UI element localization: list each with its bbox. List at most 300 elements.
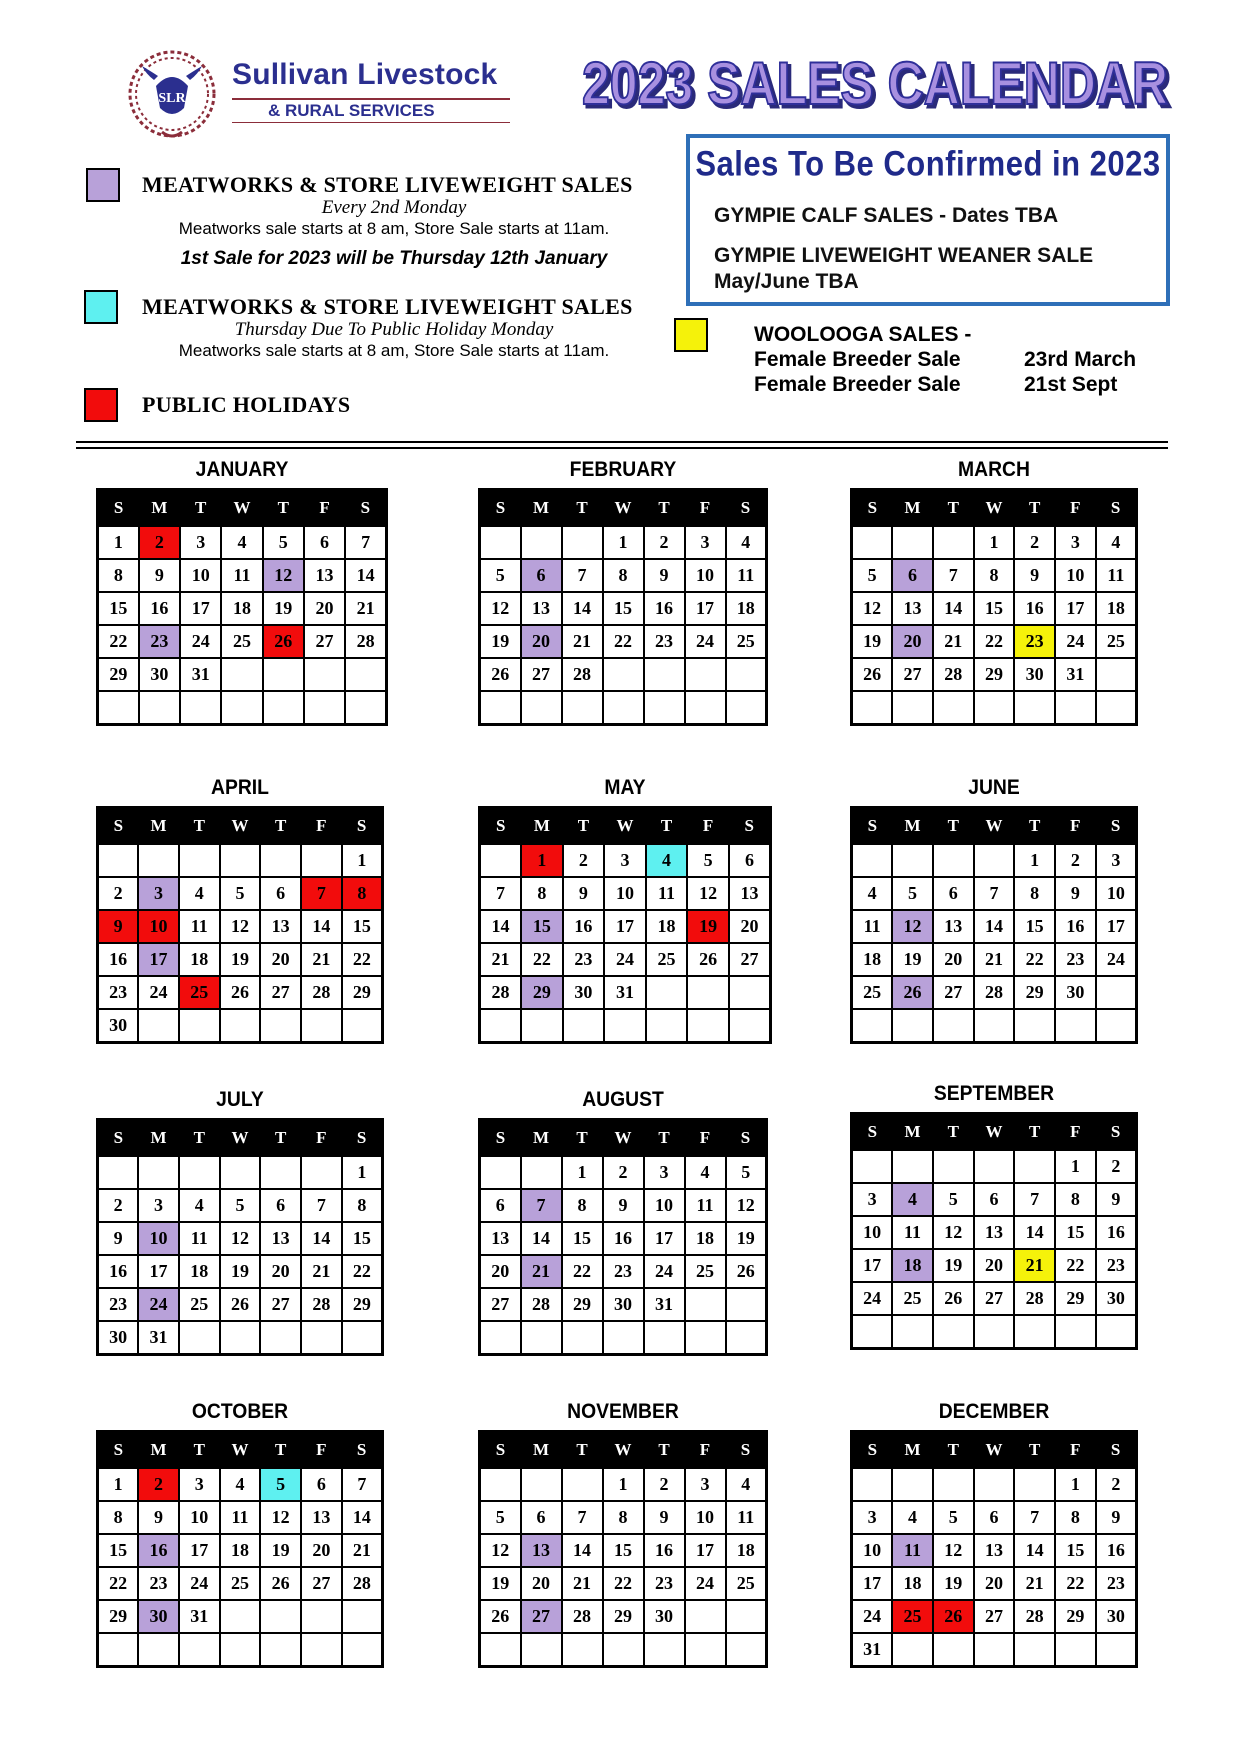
day-cell: 3 — [852, 1183, 893, 1216]
day-cell: 11 — [892, 1534, 933, 1567]
legend-liveweight-subtitle: Every 2nd Monday — [321, 197, 467, 218]
day-cell: 15 — [98, 1534, 139, 1567]
day-cell: 7 — [562, 559, 603, 592]
empty-cell — [852, 1009, 893, 1043]
weekday-header: F — [301, 1120, 342, 1157]
month-table — [850, 488, 1138, 726]
logo-initials: SLR — [158, 91, 186, 106]
company-subtitle: & RURAL SERVICES — [268, 101, 435, 120]
day-cell: 19 — [480, 625, 521, 658]
day-cell: 30 — [98, 1321, 139, 1355]
day-cell: 6 — [974, 1501, 1015, 1534]
empty-cell — [1014, 1633, 1055, 1667]
weekday-header: M — [521, 808, 563, 845]
empty-cell — [220, 1321, 261, 1355]
day-cell: 14 — [345, 559, 386, 592]
weekday-header: T — [563, 808, 605, 845]
empty-cell — [933, 1633, 974, 1667]
weekday-header: T — [1014, 1114, 1055, 1151]
weekday-header: M — [892, 490, 933, 527]
day-cell: 23 — [563, 943, 605, 976]
empty-cell — [1014, 691, 1055, 725]
day-cell: 24 — [180, 625, 221, 658]
day-cell: 25 — [726, 1567, 767, 1600]
empty-cell — [892, 1009, 933, 1043]
day-cell: 1 — [342, 1156, 383, 1189]
day-cell: 2 — [563, 844, 605, 877]
day-cell: 31 — [180, 658, 221, 691]
day-cell: 23 — [1096, 1567, 1137, 1600]
empty-cell — [1014, 1150, 1055, 1183]
day-cell: 21 — [521, 1255, 562, 1288]
day-cell: 3 — [685, 1468, 726, 1501]
day-cell: 11 — [179, 910, 220, 943]
empty-cell — [521, 1156, 562, 1189]
day-cell: 22 — [98, 1567, 139, 1600]
day-cell: 16 — [1096, 1216, 1137, 1249]
month-name: DECEMBER — [938, 1400, 1050, 1423]
day-cell: 22 — [603, 1567, 644, 1600]
weekday-header: T — [260, 1120, 301, 1157]
day-cell: 4 — [852, 877, 893, 910]
month-table — [850, 806, 1138, 1044]
day-cell: 30 — [1055, 976, 1096, 1009]
day-cell: 20 — [301, 1534, 342, 1567]
day-cell: 13 — [974, 1216, 1015, 1249]
day-cell: 2 — [603, 1156, 644, 1189]
confirm-line-calf: GYMPIE CALF SALES - Dates TBA — [714, 204, 1059, 227]
day-cell: 12 — [892, 910, 933, 943]
day-cell: 7 — [933, 559, 974, 592]
day-cell: 13 — [521, 1534, 562, 1567]
day-cell: 6 — [301, 1468, 342, 1501]
empty-cell — [1096, 1009, 1137, 1043]
empty-cell — [603, 1633, 644, 1667]
day-cell: 10 — [644, 1189, 685, 1222]
weekday-header: M — [521, 490, 562, 527]
day-cell: 21 — [1014, 1249, 1055, 1282]
empty-cell — [603, 1321, 644, 1355]
day-cell: 23 — [98, 1288, 139, 1321]
empty-cell — [974, 1633, 1015, 1667]
empty-cell — [480, 1009, 522, 1043]
day-cell: 10 — [138, 910, 179, 943]
day-cell: 10 — [604, 877, 646, 910]
empty-cell — [221, 658, 262, 691]
month-name: JANUARY — [195, 458, 289, 481]
weekday-header: S — [1096, 1432, 1137, 1469]
empty-cell — [563, 1009, 605, 1043]
weekday-header: F — [685, 1432, 726, 1469]
weekday-header: M — [139, 490, 180, 527]
day-cell: 25 — [179, 1288, 220, 1321]
empty-cell — [1096, 658, 1137, 691]
day-cell: 13 — [260, 1222, 301, 1255]
empty-cell — [1055, 1633, 1096, 1667]
day-cell: 6 — [521, 559, 562, 592]
day-cell: 13 — [480, 1222, 521, 1255]
day-cell: 4 — [892, 1501, 933, 1534]
day-cell: 27 — [974, 1282, 1015, 1315]
day-cell: 3 — [644, 1156, 685, 1189]
day-cell: 24 — [138, 1288, 179, 1321]
weekday-header: S — [852, 808, 893, 845]
empty-cell — [480, 691, 521, 725]
empty-cell — [852, 691, 893, 725]
day-cell: 29 — [603, 1600, 644, 1633]
empty-cell — [179, 1633, 220, 1667]
month-table — [478, 1118, 768, 1356]
page-title — [578, 40, 1178, 120]
weekday-header: M — [892, 808, 933, 845]
weekday-header: W — [220, 1120, 261, 1157]
weekday-header: M — [892, 1432, 933, 1469]
day-cell: 5 — [687, 844, 729, 877]
weekday-header: F — [1055, 1114, 1096, 1151]
day-cell: 29 — [521, 976, 563, 1009]
empty-cell — [933, 1009, 974, 1043]
empty-cell — [98, 844, 139, 877]
weekday-header: T — [179, 1120, 220, 1157]
empty-cell — [562, 526, 603, 559]
day-cell: 7 — [301, 877, 342, 910]
day-cell: 19 — [892, 943, 933, 976]
day-cell: 2 — [644, 1468, 685, 1501]
empty-cell — [521, 1633, 562, 1667]
day-cell: 9 — [139, 559, 180, 592]
empty-cell — [892, 526, 933, 559]
empty-cell — [892, 1150, 933, 1183]
company-name: Sullivan Livestock — [232, 58, 498, 91]
day-cell: 10 — [852, 1216, 893, 1249]
day-cell: 24 — [685, 1567, 726, 1600]
day-cell: 13 — [933, 910, 974, 943]
empty-cell — [180, 691, 221, 725]
day-cell: 16 — [139, 592, 180, 625]
day-cell: 24 — [138, 976, 179, 1009]
weekday-header: M — [138, 1120, 179, 1157]
month-table — [96, 806, 384, 1044]
day-cell: 27 — [933, 976, 974, 1009]
empty-cell — [221, 691, 262, 725]
day-cell: 5 — [480, 1501, 521, 1534]
day-cell: 20 — [933, 943, 974, 976]
weekday-header: W — [974, 808, 1015, 845]
day-cell: 3 — [1055, 526, 1096, 559]
day-cell: 29 — [342, 1288, 383, 1321]
day-cell: 25 — [179, 976, 220, 1009]
day-cell: 14 — [974, 910, 1015, 943]
day-cell: 22 — [342, 943, 383, 976]
month-name: AUGUST — [582, 1088, 664, 1111]
day-cell: 21 — [342, 1534, 383, 1567]
day-cell: 3 — [685, 526, 726, 559]
day-cell: 8 — [603, 1501, 644, 1534]
day-cell: 23 — [644, 625, 685, 658]
empty-cell — [138, 1633, 179, 1667]
empty-cell — [685, 1633, 726, 1667]
day-cell: 15 — [603, 1534, 644, 1567]
weekday-header: S — [726, 1432, 767, 1469]
day-cell: 18 — [852, 943, 893, 976]
empty-cell — [974, 1315, 1015, 1349]
day-cell: 29 — [98, 658, 139, 691]
day-cell: 12 — [480, 1534, 521, 1567]
empty-cell — [260, 1600, 301, 1633]
day-cell: 29 — [562, 1288, 603, 1321]
day-cell: 18 — [220, 1534, 261, 1567]
day-cell: 24 — [644, 1255, 685, 1288]
weekday-header: W — [220, 808, 261, 845]
day-cell: 23 — [603, 1255, 644, 1288]
day-cell: 29 — [342, 976, 383, 1009]
empty-cell — [562, 1468, 603, 1501]
day-cell: 27 — [974, 1600, 1015, 1633]
empty-cell — [263, 691, 304, 725]
day-cell: 12 — [852, 592, 893, 625]
empty-cell — [179, 844, 220, 877]
day-cell: 9 — [1096, 1501, 1137, 1534]
weekday-header: S — [852, 490, 893, 527]
day-cell: 6 — [521, 1501, 562, 1534]
day-cell: 19 — [687, 910, 729, 943]
weekday-header: W — [221, 490, 262, 527]
day-cell: 26 — [726, 1255, 767, 1288]
day-cell: 18 — [685, 1222, 726, 1255]
day-cell: 26 — [480, 658, 521, 691]
day-cell: 23 — [1055, 943, 1096, 976]
day-cell: 9 — [603, 1189, 644, 1222]
day-cell: 2 — [1014, 526, 1055, 559]
day-cell: 12 — [933, 1216, 974, 1249]
day-cell: 11 — [852, 910, 893, 943]
day-cell: 14 — [480, 910, 522, 943]
month-name: MAY — [604, 776, 646, 799]
day-cell: 26 — [852, 658, 893, 691]
month-table — [478, 806, 772, 1044]
day-cell: 24 — [852, 1282, 893, 1315]
day-cell: 28 — [480, 976, 522, 1009]
day-cell: 16 — [98, 943, 139, 976]
day-cell: 20 — [892, 625, 933, 658]
day-cell: 21 — [974, 943, 1015, 976]
day-cell: 4 — [646, 844, 688, 877]
day-cell: 18 — [179, 943, 220, 976]
confirm-title: Sales To Be Confirmed in 2023 — [695, 143, 1161, 184]
day-cell: 14 — [562, 1534, 603, 1567]
day-cell: 13 — [301, 1501, 342, 1534]
woolooga-sale-label: Female Breeder Sale — [754, 373, 961, 396]
empty-cell — [220, 1009, 261, 1043]
weekday-header: M — [138, 808, 179, 845]
empty-cell — [852, 526, 893, 559]
day-cell: 27 — [480, 1288, 521, 1321]
empty-cell — [98, 691, 139, 725]
day-cell: 1 — [98, 1468, 139, 1501]
day-cell: 12 — [220, 1222, 261, 1255]
day-cell: 28 — [301, 1288, 342, 1321]
day-cell: 11 — [646, 877, 688, 910]
empty-cell — [562, 1633, 603, 1667]
day-cell: 6 — [304, 526, 345, 559]
weekday-header: T — [646, 808, 688, 845]
day-cell: 12 — [687, 877, 729, 910]
day-cell: 22 — [603, 625, 644, 658]
day-cell: 12 — [933, 1534, 974, 1567]
day-cell: 8 — [1014, 877, 1055, 910]
day-cell: 17 — [179, 1534, 220, 1567]
day-cell: 16 — [138, 1534, 179, 1567]
legend-swatch-holidays — [84, 388, 118, 422]
day-cell: 11 — [1096, 559, 1137, 592]
empty-cell — [974, 844, 1015, 877]
day-cell: 2 — [138, 1468, 179, 1501]
empty-cell — [480, 1468, 521, 1501]
day-cell: 4 — [221, 526, 262, 559]
day-cell: 28 — [933, 658, 974, 691]
empty-cell — [603, 691, 644, 725]
empty-cell — [685, 691, 726, 725]
empty-cell — [260, 1633, 301, 1667]
day-cell: 1 — [603, 1468, 644, 1501]
day-cell: 4 — [892, 1183, 933, 1216]
empty-cell — [646, 1009, 688, 1043]
day-cell: 24 — [1096, 943, 1137, 976]
day-cell: 10 — [138, 1222, 179, 1255]
weekday-header: S — [1096, 808, 1137, 845]
day-cell: 31 — [138, 1321, 179, 1355]
weekday-header: F — [301, 1432, 342, 1469]
weekday-header: T — [179, 808, 220, 845]
day-cell: 31 — [604, 976, 646, 1009]
day-cell: 11 — [685, 1189, 726, 1222]
svg-text:2023 SALES CALENDAR: 2023 SALES CALENDAR — [585, 53, 1171, 120]
day-cell: 31 — [852, 1633, 893, 1667]
day-cell: 8 — [342, 1189, 383, 1222]
day-cell: 2 — [644, 526, 685, 559]
empty-cell — [1055, 1009, 1096, 1043]
empty-cell — [726, 1288, 767, 1321]
weekday-header: W — [603, 1432, 644, 1469]
woolooga-title: WOOLOOGA SALES - — [754, 323, 972, 346]
empty-cell — [892, 844, 933, 877]
empty-cell — [974, 1468, 1015, 1501]
day-cell: 13 — [521, 592, 562, 625]
day-cell: 1 — [342, 844, 383, 877]
weekday-header: S — [342, 808, 383, 845]
weekday-header: T — [644, 1432, 685, 1469]
day-cell: 26 — [263, 625, 304, 658]
day-cell: 30 — [139, 658, 180, 691]
empty-cell — [301, 1321, 342, 1355]
day-cell: 5 — [892, 877, 933, 910]
day-cell: 9 — [644, 1501, 685, 1534]
day-cell: 5 — [933, 1501, 974, 1534]
day-cell: 9 — [138, 1501, 179, 1534]
day-cell: 25 — [685, 1255, 726, 1288]
company-logo — [126, 46, 218, 144]
day-cell: 30 — [603, 1288, 644, 1321]
day-cell: 4 — [179, 1189, 220, 1222]
day-cell: 28 — [1014, 1600, 1055, 1633]
month-table — [96, 1430, 384, 1668]
day-cell: 15 — [521, 910, 563, 943]
day-cell: 6 — [933, 877, 974, 910]
day-cell: 14 — [521, 1222, 562, 1255]
day-cell: 27 — [892, 658, 933, 691]
day-cell: 19 — [852, 625, 893, 658]
weekday-header: T — [933, 1114, 974, 1151]
day-cell: 17 — [604, 910, 646, 943]
empty-cell — [480, 526, 521, 559]
empty-cell — [603, 658, 644, 691]
day-cell: 5 — [933, 1183, 974, 1216]
day-cell: 19 — [480, 1567, 521, 1600]
day-cell: 26 — [220, 976, 261, 1009]
day-cell: 30 — [98, 1009, 139, 1043]
day-cell: 31 — [644, 1288, 685, 1321]
day-cell: 22 — [98, 625, 139, 658]
empty-cell — [892, 1315, 933, 1349]
day-cell: 17 — [138, 1255, 179, 1288]
day-cell: 6 — [260, 877, 301, 910]
month-name: NOVEMBER — [567, 1400, 679, 1423]
empty-cell — [342, 1321, 383, 1355]
empty-cell — [260, 844, 301, 877]
empty-cell — [687, 976, 729, 1009]
confirm-line-weaner: GYMPIE LIVEWEIGHT WEANER SALE — [714, 244, 1094, 267]
weekday-header: S — [729, 808, 771, 845]
empty-cell — [892, 1633, 933, 1667]
sales-to-confirm-box — [686, 134, 1170, 306]
weekday-header: T — [260, 1432, 301, 1469]
day-cell: 17 — [852, 1249, 893, 1282]
empty-cell — [974, 1150, 1015, 1183]
weekday-header: W — [974, 490, 1015, 527]
day-cell: 30 — [644, 1600, 685, 1633]
day-cell: 27 — [260, 1288, 301, 1321]
month-table — [96, 488, 388, 726]
day-cell: 20 — [974, 1249, 1015, 1282]
month-name: JULY — [216, 1088, 264, 1111]
day-cell: 24 — [852, 1600, 893, 1633]
empty-cell — [726, 1600, 767, 1633]
day-cell: 16 — [644, 592, 685, 625]
empty-cell — [480, 1321, 521, 1355]
empty-cell — [1096, 691, 1137, 725]
empty-cell — [1014, 1468, 1055, 1501]
empty-cell — [1055, 691, 1096, 725]
day-cell: 28 — [562, 1600, 603, 1633]
empty-cell — [1055, 1315, 1096, 1349]
legend-swatch-woolooga — [674, 318, 708, 352]
weekday-header: F — [301, 808, 342, 845]
day-cell: 6 — [480, 1189, 521, 1222]
day-cell: 8 — [521, 877, 563, 910]
weekday-header: S — [98, 490, 139, 527]
empty-cell — [562, 1321, 603, 1355]
empty-cell — [480, 1156, 521, 1189]
day-cell: 7 — [521, 1189, 562, 1222]
legend-liveweight-times: Meatworks sale starts at 8 am, Store Sale starts at 11am. — [178, 219, 610, 238]
day-cell: 21 — [480, 943, 522, 976]
day-cell: 15 — [342, 1222, 383, 1255]
day-cell: 8 — [342, 877, 383, 910]
day-cell: 28 — [521, 1288, 562, 1321]
empty-cell — [644, 1321, 685, 1355]
day-cell: 12 — [260, 1501, 301, 1534]
day-cell: 8 — [98, 559, 139, 592]
